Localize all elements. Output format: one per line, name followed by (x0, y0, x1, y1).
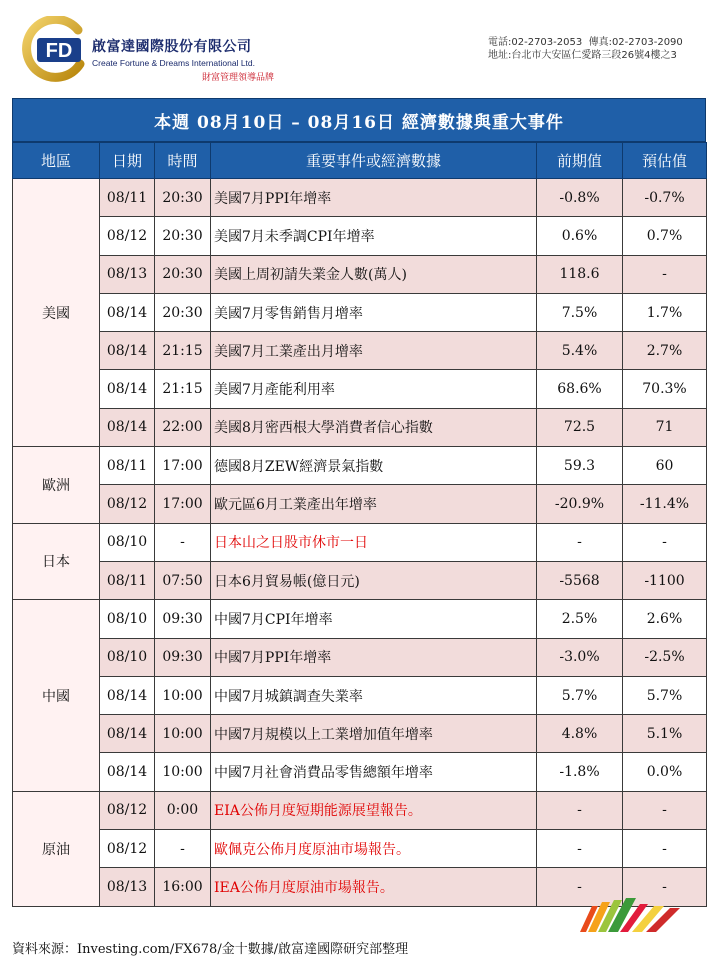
event-cell: 美國上周初請失業金人數(萬人) (211, 255, 537, 293)
col-header-est: 預估值 (623, 143, 707, 179)
region-cell: 歐洲 (13, 447, 100, 524)
date-cell: 08/10 (100, 638, 155, 676)
source-note: 資料來源：Investing.com/FX678/金十數據/啟富達國際研究部整理 (12, 942, 409, 957)
table-row (13, 179, 707, 217)
date-cell: 08/12 (100, 217, 155, 255)
prev-value-cell: 118.6 (537, 255, 623, 293)
date-cell: 08/14 (100, 293, 155, 331)
table-body (13, 179, 707, 907)
prev-value-cell: 5.4% (537, 332, 623, 370)
table-row (13, 676, 707, 714)
est-value-cell: - (623, 791, 707, 829)
time-cell: 20:30 (155, 179, 211, 217)
events-table (12, 142, 707, 907)
date-cell: 08/12 (100, 791, 155, 829)
table-title: 本週 08月10日 – 08月16日 經濟數據與重大事件 (12, 98, 706, 142)
est-value-cell: 2.7% (623, 332, 707, 370)
col-header-event: 重要事件或經濟數據 (211, 143, 537, 179)
table-row (13, 561, 707, 599)
time-cell: 07:50 (155, 561, 211, 599)
event-cell: 歐元區6月工業產出年增率 (211, 485, 537, 523)
date-cell: 08/13 (100, 255, 155, 293)
est-value-cell: -0.7% (623, 179, 707, 217)
prev-value-cell: 7.5% (537, 293, 623, 331)
event-cell: 美國7月PPI年增率 (211, 179, 537, 217)
est-value-cell: - (623, 868, 707, 906)
event-cell: EIA公佈月度短期能源展望報告。 (211, 791, 537, 829)
time-cell: 21:15 (155, 370, 211, 408)
event-cell: 中國7月CPI年增率 (211, 600, 537, 638)
est-value-cell: -2.5% (623, 638, 707, 676)
date-cell: 08/10 (100, 523, 155, 561)
col-header-prev: 前期值 (537, 143, 623, 179)
time-cell: 20:30 (155, 255, 211, 293)
col-header-region: 地區 (13, 143, 100, 179)
time-cell: 17:00 (155, 447, 211, 485)
event-cell: 美國8月密西根大學消費者信心指數 (211, 408, 537, 446)
est-value-cell: 1.7% (623, 293, 707, 331)
est-value-cell: 5.7% (623, 676, 707, 714)
date-cell: 08/14 (100, 370, 155, 408)
table-row (13, 830, 707, 868)
table-header-row (13, 143, 707, 179)
prev-value-cell: 2.5% (537, 600, 623, 638)
table-row (13, 332, 707, 370)
time-cell: 0:00 (155, 791, 211, 829)
table-row (13, 638, 707, 676)
address: 地址:台北市大安區仁愛路三段26號4樓之3 (488, 50, 677, 61)
time-cell: 09:30 (155, 638, 211, 676)
est-value-cell: 70.3% (623, 370, 707, 408)
table-row (13, 408, 707, 446)
event-cell: 中國7月社會消費品零售總額年增率 (211, 753, 537, 791)
table-row (13, 600, 707, 638)
prev-value-cell: - (537, 868, 623, 906)
prev-value-cell: -20.9% (537, 485, 623, 523)
contact-info (488, 36, 683, 62)
time-cell: 10:00 (155, 753, 211, 791)
prev-value-cell: -3.0% (537, 638, 623, 676)
time-cell: 21:15 (155, 332, 211, 370)
event-cell: 中國7月城鎮調查失業率 (211, 676, 537, 714)
prev-value-cell: 5.7% (537, 676, 623, 714)
event-cell: 德國8月ZEW經濟景氣指數 (211, 447, 537, 485)
time-cell: - (155, 523, 211, 561)
event-cell: IEA公佈月度原油市場報告。 (211, 868, 537, 906)
prev-value-cell: -0.8% (537, 179, 623, 217)
est-value-cell: 71 (623, 408, 707, 446)
date-cell: 08/12 (100, 830, 155, 868)
prev-value-cell: - (537, 791, 623, 829)
event-cell: 日本山之日股市休市一日 (211, 523, 537, 561)
prev-value-cell: -5568 (537, 561, 623, 599)
time-cell: 16:00 (155, 868, 211, 906)
table-row (13, 447, 707, 485)
col-header-date: 日期 (100, 143, 155, 179)
est-value-cell: 60 (623, 447, 707, 485)
region-cell: 原油 (13, 791, 100, 906)
company-block (92, 36, 274, 83)
time-cell: 20:30 (155, 293, 211, 331)
est-value-cell: - (623, 255, 707, 293)
phone: 電話:02-2703-2053 (488, 37, 583, 48)
est-value-cell: -1100 (623, 561, 707, 599)
date-cell: 08/14 (100, 408, 155, 446)
time-cell: - (155, 830, 211, 868)
date-cell: 08/10 (100, 600, 155, 638)
prev-value-cell: - (537, 830, 623, 868)
col-header-time: 時間 (155, 143, 211, 179)
decorative-bars (580, 898, 694, 932)
event-cell: 中國7月PPI年增率 (211, 638, 537, 676)
table-row (13, 255, 707, 293)
prev-value-cell: -1.8% (537, 753, 623, 791)
company-name-en: Create Fortune & Dreams International Ltd. (92, 58, 255, 68)
table-row (13, 217, 707, 255)
event-cell: 美國7月工業產出月增率 (211, 332, 537, 370)
time-cell: 10:00 (155, 715, 211, 753)
event-cell: 美國7月未季調CPI年增率 (211, 217, 537, 255)
est-value-cell: 2.6% (623, 600, 707, 638)
time-cell: 17:00 (155, 485, 211, 523)
event-cell: 日本6月貿易帳(億日元) (211, 561, 537, 599)
date-cell: 08/14 (100, 753, 155, 791)
event-cell: 美國7月產能利用率 (211, 370, 537, 408)
fax: 傳真:02-2703-2090 (588, 37, 683, 48)
company-name-cn: 啟富達國際股份有限公司 (92, 39, 252, 55)
event-cell: 歐佩克公佈月度原油市場報告。 (211, 830, 537, 868)
table-row (13, 523, 707, 561)
prev-value-cell: 68.6% (537, 370, 623, 408)
table-row (13, 715, 707, 753)
date-cell: 08/11 (100, 561, 155, 599)
date-cell: 08/12 (100, 485, 155, 523)
date-cell: 08/14 (100, 332, 155, 370)
date-cell: 08/11 (100, 447, 155, 485)
prev-value-cell: - (537, 523, 623, 561)
company-slogan: 財富管理領導品牌 (202, 73, 275, 83)
region-cell: 美國 (13, 179, 100, 447)
event-cell: 美國7月零售銷售月增率 (211, 293, 537, 331)
est-value-cell: - (623, 523, 707, 561)
prev-value-cell: 72.5 (537, 408, 623, 446)
time-cell: 10:00 (155, 676, 211, 714)
time-cell: 20:30 (155, 217, 211, 255)
table-row (13, 293, 707, 331)
date-cell: 08/14 (100, 715, 155, 753)
event-cell: 中國7月規模以上工業增加值年增率 (211, 715, 537, 753)
company-logo (20, 16, 86, 82)
est-value-cell: 0.7% (623, 217, 707, 255)
time-cell: 09:30 (155, 600, 211, 638)
date-cell: 08/11 (100, 179, 155, 217)
region-cell: 日本 (13, 523, 100, 600)
est-value-cell: -11.4% (623, 485, 707, 523)
date-cell: 08/13 (100, 868, 155, 906)
table-row (13, 485, 707, 523)
time-cell: 22:00 (155, 408, 211, 446)
est-value-cell: - (623, 830, 707, 868)
est-value-cell: 0.0% (623, 753, 707, 791)
logo-text: FD (45, 40, 73, 62)
table-row (13, 753, 707, 791)
region-cell: 中國 (13, 600, 100, 791)
table-row (13, 791, 707, 829)
prev-value-cell: 4.8% (537, 715, 623, 753)
prev-value-cell: 0.6% (537, 217, 623, 255)
date-cell: 08/14 (100, 676, 155, 714)
prev-value-cell: 59.3 (537, 447, 623, 485)
table-row (13, 370, 707, 408)
est-value-cell: 5.1% (623, 715, 707, 753)
